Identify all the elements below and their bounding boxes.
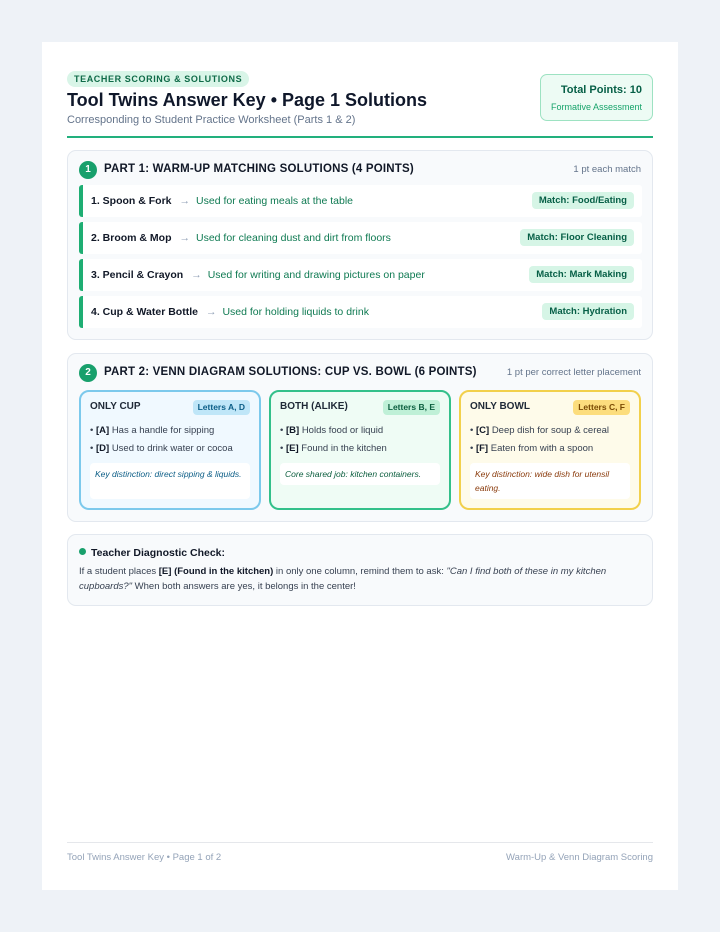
page-subtitle: Corresponding to Student Practice Worksheet (Parts 1 & 2) (67, 114, 356, 126)
match-description: Used for writing and drawing pictures on paper (207, 269, 425, 281)
category-tag: TEACHER SCORING & SOLUTIONS (67, 71, 249, 87)
teacher-diagnostic-box (67, 534, 653, 606)
venn-letters-badge: Letters B, E (383, 400, 440, 415)
venn-key-note: Core shared job: kitchen containers. (280, 463, 440, 485)
part1-scoring-note: 1 pt each match (573, 164, 641, 175)
match-row (79, 185, 642, 217)
match-category-badge: Match: Floor Cleaning (520, 229, 634, 246)
arrow-right-icon: → (205, 306, 217, 318)
venn-item: • [E] Found in the kitchen (280, 443, 387, 454)
match-pair: 4. Cup & Water Bottle (91, 306, 198, 318)
venn-item: • [B] Holds food or liquid (280, 425, 384, 436)
footer-right: Warm-Up & Venn Diagram Scoring (506, 852, 653, 863)
match-row (79, 296, 642, 328)
diagnostic-text: If a student places [E] (Found in the kitchen) in only one column, remind them to ask: "Can I find both of these in my kitchen cupboards?" When both answers are yes, it belongs in the center! (79, 566, 607, 592)
match-description: Used for eating meals at the table (196, 195, 354, 207)
venn-item: • [A] Has a handle for sipping (90, 425, 215, 436)
match-pair: 3. Pencil & Crayon (91, 269, 184, 281)
venn-item: • [F] Eaten from with a spoon (470, 443, 594, 454)
total-points-box (540, 74, 653, 121)
status-dot-icon (79, 548, 86, 555)
part2-scoring-note: 1 pt per correct letter placement (506, 367, 641, 378)
arrow-right-icon: → (191, 269, 202, 281)
venn-column-title: ONLY BOWL (470, 401, 531, 412)
venn-key-note: Key distinction: direct sipping & liquids. (90, 463, 250, 499)
match-row (79, 259, 642, 291)
diagnostic-title: Teacher Diagnostic Check: (91, 547, 226, 559)
venn-column-title: ONLY CUP (90, 401, 141, 412)
arrow-right-icon: → (179, 195, 191, 207)
venn-item: • [D] Used to drink water or cocoa (90, 443, 233, 454)
match-description: Used for cleaning dust and dirt from floors (196, 232, 391, 244)
total-points-label: Total Points: 10 (560, 84, 642, 96)
match-category-badge: Match: Food/Eating (532, 192, 634, 209)
match-category-badge: Match: Mark Making (529, 266, 634, 283)
venn-column-both (269, 390, 451, 510)
assessment-type: Formative Assessment (550, 102, 642, 112)
venn-column-only-bowl (459, 390, 641, 510)
arrow-right-icon: → (179, 232, 190, 244)
part2-number-badge: 2 (79, 364, 97, 382)
venn-column-title: BOTH (ALIKE) (280, 401, 348, 412)
match-pair: 1. Spoon & Fork (91, 195, 172, 207)
venn-letters-badge: Letters C, F (573, 400, 630, 415)
part1-number-badge: 1 (79, 161, 97, 179)
venn-item: • [C] Deep dish for soup & cereal (470, 425, 610, 436)
match-row (79, 222, 642, 254)
match-description: Used for holding liquids to drink (222, 306, 369, 318)
part2-section (67, 353, 653, 522)
page-header (67, 70, 653, 138)
match-pair: 2. Broom & Mop (91, 232, 172, 244)
part1-title: PART 1: WARM-UP MATCHING SOLUTIONS (4 POINTS) (104, 163, 414, 175)
part1-section (67, 150, 653, 340)
match-category-badge: Match: Hydration (542, 303, 634, 320)
venn-key-note: Key distinction: wide dish for utensil eating. (470, 463, 630, 499)
footer-left: Tool Twins Answer Key • Page 1 of 2 (67, 852, 222, 863)
page-footer (67, 842, 653, 863)
answer-key-page (42, 42, 678, 890)
venn-letters-badge: Letters A, D (193, 400, 250, 415)
part2-title: PART 2: VENN DIAGRAM SOLUTIONS: CUP VS. BOWL (6 POINTS) (104, 366, 477, 378)
page-title: Tool Twins Answer Key • Page 1 Solutions (67, 90, 428, 110)
venn-column-only-cup (79, 390, 261, 510)
